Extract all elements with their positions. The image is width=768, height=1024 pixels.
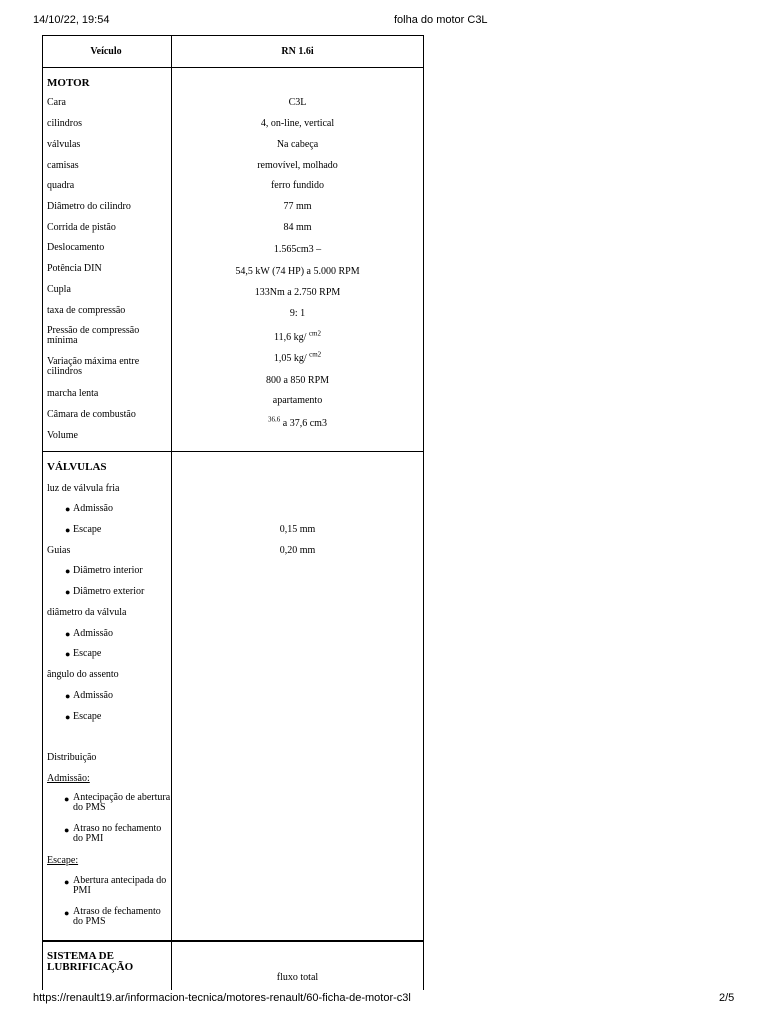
label-esc-abertura: Abertura antecipada do PMI xyxy=(73,875,167,896)
label-variacao: Variação máxima entre cilindros xyxy=(47,356,140,377)
label-guias: Guias xyxy=(47,545,71,556)
value-diametro: 77 mm xyxy=(283,201,312,212)
bullet-icon: ● xyxy=(65,629,71,639)
section-title-valvulas: VÁLVULAS xyxy=(47,461,107,473)
value-lubrificacao: fluxo total xyxy=(276,972,319,983)
value-corrida: 84 mm xyxy=(283,222,312,233)
print-page-number: 2/5 xyxy=(719,992,735,1004)
value-quadra: ferro fundido xyxy=(270,180,325,191)
value-camisas: removível, molhado xyxy=(257,160,338,171)
bullet-icon: ● xyxy=(64,825,70,835)
label-escape-title: Escape: xyxy=(47,855,79,866)
value-pressao-text: 11,6 kg/ xyxy=(274,332,307,343)
value-cupla: 133Nm a 2.750 RPM xyxy=(254,287,341,298)
section-title-motor: MOTOR xyxy=(47,77,90,89)
bullet-icon: ● xyxy=(65,525,71,535)
lubrificacao-section xyxy=(43,942,423,990)
label-pressao: Pressão de compressão mínima xyxy=(47,325,140,346)
section-title-lubrificacao: SISTEMA DE LUBRIFICAÇÃO xyxy=(47,950,134,973)
bullet-icon: ● xyxy=(65,712,71,722)
value-marcha: 800 a 850 RPM xyxy=(265,375,330,386)
value-pressao-unit: cm2 xyxy=(308,329,321,338)
label-diametro: Diâmetro do cilindro xyxy=(47,201,131,212)
label-volume: Volume xyxy=(47,430,78,441)
value-deslocamento: 1.565cm3 – xyxy=(273,244,322,255)
bullet-icon: ● xyxy=(64,908,70,918)
value-volume xyxy=(172,415,423,429)
label-distribuicao: Distribuição xyxy=(47,752,97,763)
col-header-model: RN 1.6i xyxy=(281,46,314,57)
value-volume-text: a 37,6 cm3 xyxy=(282,418,327,429)
label-angulo: ângulo do assento xyxy=(47,669,119,680)
label-camisas: camisas xyxy=(47,160,79,171)
label-valvulas: válvulas xyxy=(47,139,81,150)
value-cilindros: 4, on-line, vertical xyxy=(260,118,335,129)
value-cara: C3L xyxy=(288,97,307,108)
value-guias: 0,20 mm xyxy=(279,545,316,556)
motor-section xyxy=(43,68,423,452)
print-page-title: folha do motor C3L xyxy=(394,14,488,26)
label-corrida: Corrida de pistão xyxy=(47,222,116,233)
label-cupla: Cupla xyxy=(47,284,71,295)
col-header-vehicle: Veículo xyxy=(90,46,122,57)
bullet-icon: ● xyxy=(64,877,70,887)
bullet-icon: ● xyxy=(65,649,71,659)
valvulas-section xyxy=(43,452,423,942)
label-camara: Câmara de combustão xyxy=(47,409,136,420)
value-volume-sup: 36.6 xyxy=(268,415,281,424)
table-header-row xyxy=(43,36,423,68)
label-luz-escape: Escape xyxy=(73,524,102,535)
label-cara: Cara xyxy=(47,97,66,108)
bullet-icon: ● xyxy=(65,504,71,514)
value-camara: apartamento xyxy=(272,395,323,406)
label-marcha: marcha lenta xyxy=(47,388,99,399)
label-diam-escape: Escape xyxy=(73,648,102,659)
label-ang-escape: Escape xyxy=(73,711,102,722)
label-diametro-valvula: diâmetro da válvula xyxy=(47,607,127,618)
label-guias-interior: Diâmetro interior xyxy=(73,565,143,576)
label-luz: luz de válvula fria xyxy=(47,483,120,494)
spec-table xyxy=(42,35,424,990)
label-adm-atraso: Atraso no fechamento do PMI xyxy=(73,823,162,844)
value-pressao xyxy=(172,329,423,343)
value-variacao-unit: cm2 xyxy=(309,350,322,359)
print-datetime: 14/10/22, 19:54 xyxy=(33,14,110,26)
label-ang-admissao: Admissão xyxy=(73,690,113,701)
value-variacao xyxy=(172,350,423,364)
value-luz-escape: 0,15 mm xyxy=(279,524,316,535)
label-esc-atraso: Atraso de fechamento do PMS xyxy=(73,906,161,927)
label-quadra: quadra xyxy=(47,180,75,191)
label-guias-exterior: Diâmetro exterior xyxy=(73,586,145,597)
bullet-icon: ● xyxy=(65,587,71,597)
label-admissao-title: Admissão: xyxy=(47,773,90,784)
label-cilindros: cilindros xyxy=(47,118,82,129)
label-luz-admissao: Admissão xyxy=(73,503,113,514)
value-taxa: 9: 1 xyxy=(289,308,306,319)
label-potencia: Potência DIN xyxy=(47,263,102,274)
label-taxa: taxa de compressão xyxy=(47,305,126,316)
value-potencia: 54,5 kW (74 HP) a 5.000 RPM xyxy=(235,266,360,277)
value-variacao-text: 1,05 kg/ xyxy=(273,353,307,364)
bullet-icon: ● xyxy=(65,566,71,576)
label-deslocamento: Deslocamento xyxy=(47,242,105,253)
value-valvulas: Na cabeça xyxy=(276,139,319,150)
bullet-icon: ● xyxy=(64,794,70,804)
print-url: https://renault19.ar/informacion-tecnica/motores-renault/60-ficha-de-motor-c3l xyxy=(33,992,411,1004)
bullet-icon: ● xyxy=(65,691,71,701)
label-diam-admissao: Admissão xyxy=(73,628,113,639)
label-adm-antecipacao: Antecipação de abertura do PMS xyxy=(73,792,171,813)
